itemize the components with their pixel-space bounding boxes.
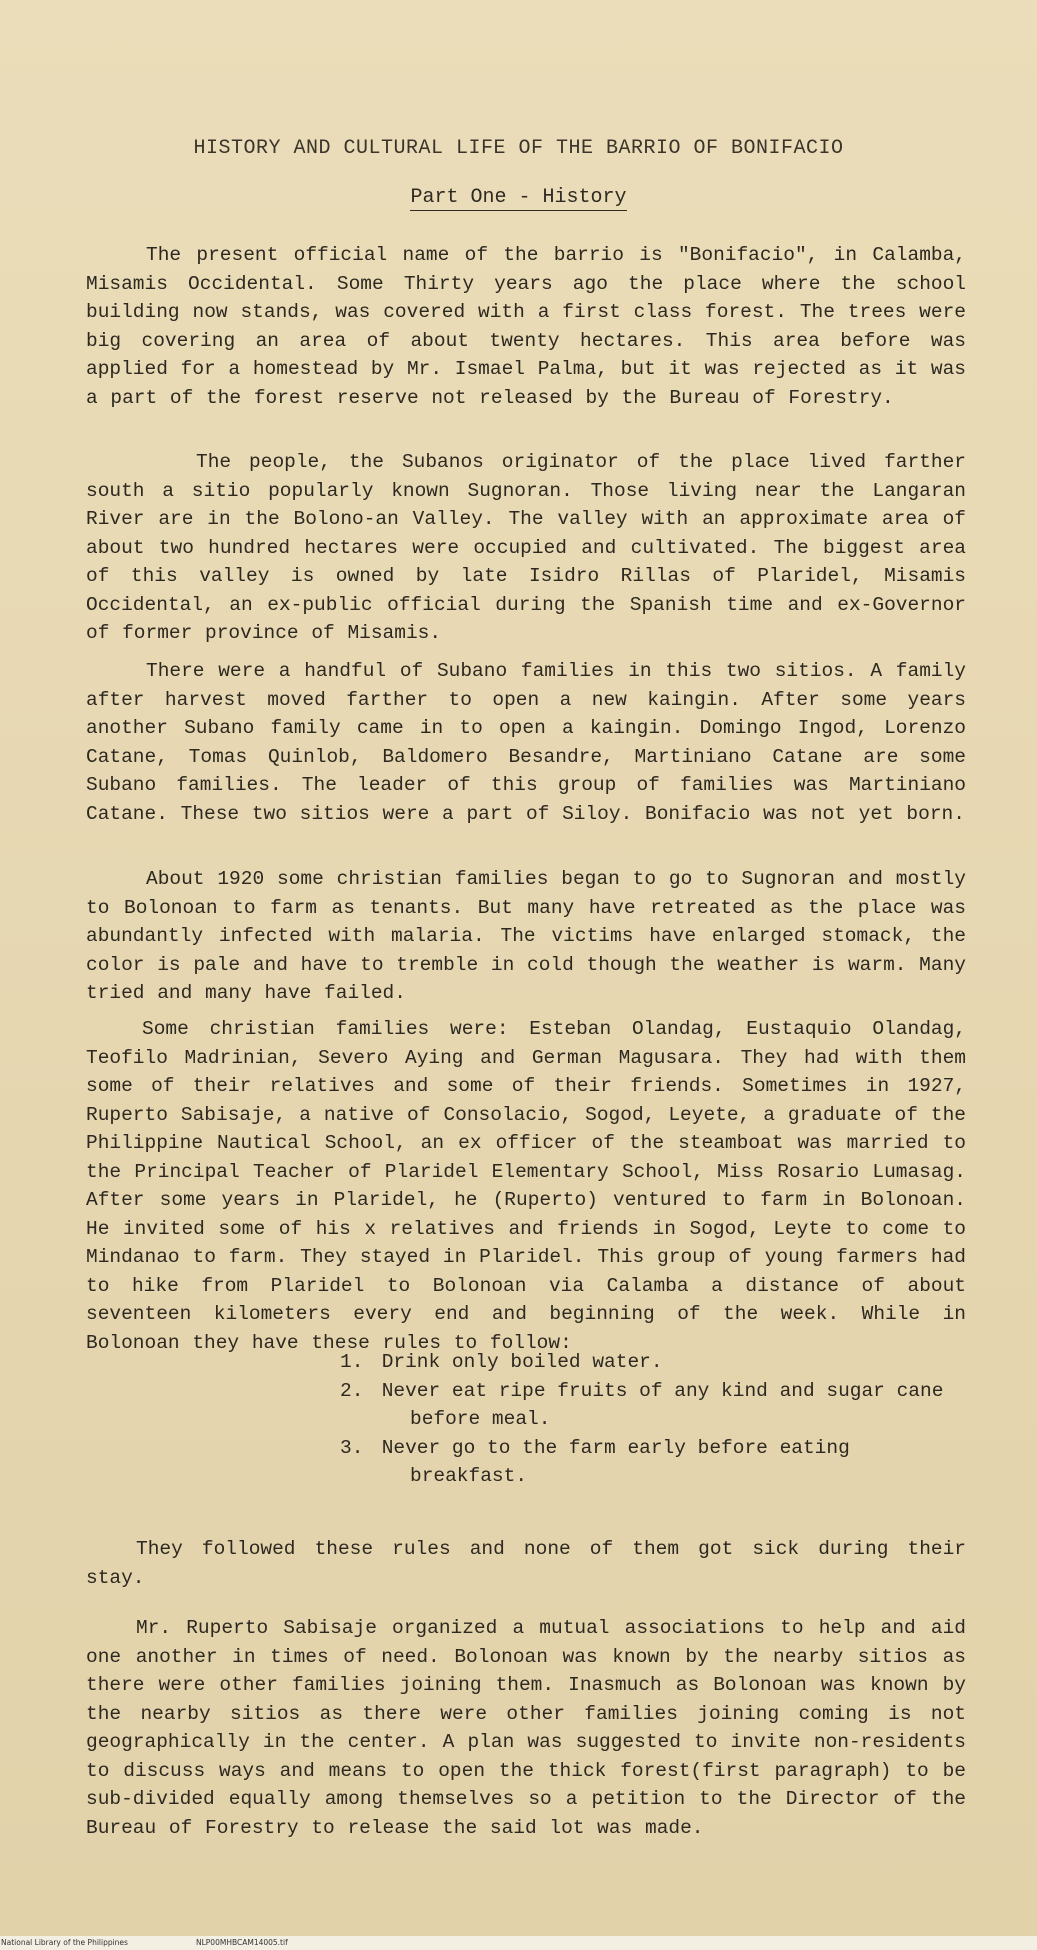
- paragraph-4: About 1920 some christian families began to go to Sugnoran and mostly to Bolonoan to farm as tenants. But many have retreated as the place was abundantly infected with malaria. The victims have enlarged stomack, the color is pale and have to tremble in cold though the weather is warm. Many tried and many have failed.: [86, 868, 966, 1004]
- section-heading-text: Part One - History: [410, 186, 627, 209]
- rule-text: Never eat ripe fruits of any kind and sugar cane before meal.: [381, 1379, 944, 1430]
- rule-text: Drink only boiled water.: [381, 1351, 663, 1373]
- rule-item: [340, 1348, 960, 1377]
- paragraph-5: Some christian families were: Esteban Olandag, Eustaquio Olandag, Teofilo Madrinian, Severo Aying and German Magusara. They had with them some of their relatives and some of their friends. Sometimes in 1927, Ruperto Sabisaje, a native of Consolacio, Sogod, Leyete, a graduate of the Philippine Nautical School, an ex officer of the steamboat was married to the Principal Teacher of Plaridel Elementary School, Miss Rosario Lumasag. After some years in Plaridel, he (Ruperto) ventured to farm in Bolonoan. He invited some of his x relatives and friends in Sogod, Leyte to come to Mindanao to farm. They stayed in Plaridel. This group of young farmers had to hike from Plaridel to Bolonoan via Calamba a distance of about seventeen kilometers every end and beginning of the week. While in Bolonoan they have these rules to follow:: [86, 1018, 966, 1354]
- rule-text: Never go to the farm early before eating breakfast.: [381, 1436, 850, 1487]
- rule-number: 1.: [340, 1351, 364, 1373]
- scan-filename: NLP00MHBCAM14005.tif: [196, 1938, 288, 1947]
- paragraph-2: The people, the Subanos originator of the place lived farther south a sitio popularly known Sugnoran. Those living near the Langaran River are in the Bolono-an Valley. The valley with an approximate area of about two hundred hectares were occupied and cultivated. The biggest area of this valley is owned by late Isidro Rillas of Plaridel, Misamis Occidental, an ex-public official during the Spanish time and ex-Governor of former province of Misamis.: [86, 451, 966, 644]
- library-credit: National Library of the Philippines: [1, 1938, 128, 1947]
- page-title: HISTORY AND CULTURAL LIFE OF THE BARRIO OF BONIFACIO: [193, 137, 844, 160]
- paragraph-3: There were a handful of Subano families in this two sitios. A family after harvest moved farther to open a new kaingin. After some years another Subano family came in to open a kaingin. Domingo Ingod, Lorenzo Catane, Tomas Quinlob, Baldomero Besandre, Martiniano Catane are some Subano families. The leader of this group of families was Martiniano Catane. These two sitios were a part of Siloy. Bonifacio was not yet born.: [86, 660, 966, 825]
- rule-item: [340, 1434, 960, 1491]
- rule-number: 3.: [340, 1436, 364, 1459]
- paragraph-6: They followed these rules and none of them got sick during their stay.: [86, 1538, 966, 1589]
- paragraph-1: The present official name of the barrio is "Bonifacio", in Calamba, Misamis Occidental. Some Thirty years ago the place where the school building now stands, was covered with a first class forest. The trees were big covering an area of about twenty hectares. This area before was applied for a homestead by Mr. Ismael Palma, but it was rejected as it was a part of the forest reserve not released by the Bureau of Forestry.: [86, 244, 966, 409]
- rule-number: 2.: [340, 1379, 364, 1402]
- section-heading: [0, 186, 1037, 209]
- rules-list: [340, 1348, 960, 1491]
- scan-footer: [0, 1936, 1037, 1950]
- paragraph-7: Mr. Ruperto Sabisaje organized a mutual associations to help and aid one another in times of need. Bolonoan was known by the nearby sitios as there were other families joining them. Inasmuch as Bolonoan was known by the nearby sitios as there were other families joining coming is not geographically in the center. A plan was suggested to invite non-residents to discuss ways and means to open the thick forest(first paragraph) to be sub-divided equally among themselves so a petition to the Director of the Bureau of Forestry to release the said lot was made.: [86, 1617, 966, 1839]
- rule-item: [340, 1377, 960, 1434]
